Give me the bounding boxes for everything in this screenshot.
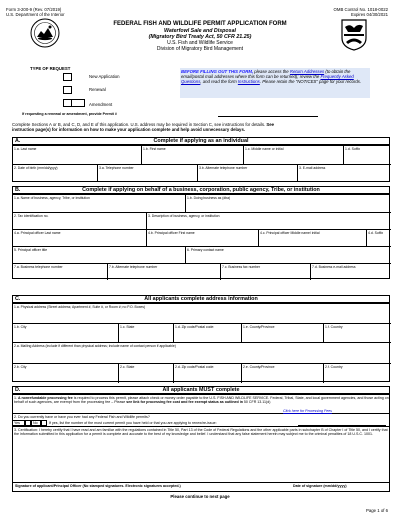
form-title: FEDERAL FISH AND WILDLIFE PERMIT APPLICATION FORM (113, 21, 287, 27)
omb-number: OMB Control No. 1018-0022 (333, 7, 388, 12)
physical-city-field[interactable]: 1.b. City (13, 323, 118, 342)
physical-state-field[interactable]: 1.c. State (118, 323, 173, 342)
mailing-zip-field[interactable]: 2.d. Zip code/Postal code: (173, 363, 241, 383)
page-number: Page 1 of 6 (366, 508, 388, 513)
notice-text-3: , and read the form (200, 79, 238, 84)
last-name-field[interactable]: 1.a. Last name (14, 146, 37, 151)
certification-text: 3. Certification: I hereby certify that I have read and am familiar with the regulations contained in Title 50, Part 13 of the Code of Federal Regulations and the other applicable parts in subchapter B of Chapter I of Title 50, and I certify that the information submitted in this application for a permit is complete and accurate to the best of my knowledge and belief. I understand that any false statement herein may subject me to the criminal penalties of 18 U.S.C. 1001. (14, 427, 388, 436)
request-heading: TYPE OF REQUEST (30, 66, 71, 71)
email-field[interactable]: 3. E-mail address (297, 164, 391, 182)
dba-field[interactable]: 1.b. Doing business as (dba) (185, 195, 391, 212)
processing-fee-text (13, 395, 390, 414)
amendment-checkbox-frame (70, 99, 85, 107)
section-c-header (12, 295, 390, 303)
intro-see: See (266, 122, 275, 127)
business-fax-field[interactable]: 7.c. Business fax number (220, 263, 310, 280)
continue-note: Please continue to next page (170, 494, 230, 499)
renewal-checkbox[interactable] (63, 86, 72, 94)
physical-zip-field[interactable]: 1.d. Zip code/Postal code: (173, 323, 241, 342)
intro-line-1: Complete Sections A or B, and C, D, and E of this application. U.S. address may be required in Section C, see instructions for details. (12, 122, 267, 127)
instructions-notice (180, 68, 370, 98)
section-d-title: All applicants MUST complete (162, 387, 240, 393)
division-name: Division of Migratory Bird Management (156, 46, 244, 52)
expiration: Expires 04/30/2021 (350, 12, 388, 17)
suffix-field[interactable]: 1.d. Suffix (343, 146, 391, 164)
fee-emphasis: A nonrefundable processing fee (18, 395, 73, 400)
date-of-birth-field[interactable]: 2. Date of birth (mm/dd/yyyy) (13, 164, 97, 182)
intro-line-2: instruction page(s) for information on how to make your application complete and help avoid unnecessary delays. (12, 127, 246, 132)
alt-telephone-field[interactable]: 3.b. Alternate telephone number (197, 164, 297, 182)
fee-see-link-text: see link for processing fee cost and fee exempt status as outlined in (126, 399, 243, 404)
section-a-title: Complete if applying as an individual (153, 138, 249, 144)
middle-name-field[interactable]: 1.c. Middle name or initial (243, 146, 343, 164)
fee-question-number: 1. (14, 395, 17, 400)
officer-title-field[interactable]: 5. Principal officer title (13, 246, 185, 263)
telephone-field[interactable]: 3.a. Telephone number (97, 164, 197, 182)
business-description-field[interactable]: 3. Description of business, agency, or institution (146, 212, 391, 229)
business-phone-field[interactable]: 7.a. Business telephone number (13, 263, 107, 280)
section-c-title: All applicants complete address information (144, 296, 258, 302)
officer-middle-name-field[interactable]: 4.c. Principal officer Middle name/ initial (258, 229, 366, 246)
section-b-title: Complete if applying on behalf of a business, corporation, public agency, Tribe, or institution (82, 187, 320, 193)
agency-name: U.S. Fish and Wildlife Service (167, 40, 233, 46)
section-a-grid (12, 145, 390, 182)
section-d-letter: D. (15, 387, 21, 393)
renewal-label: Renewal (89, 87, 106, 92)
physical-address-field[interactable]: 1.a. Physical address (Street address; Apartment #, Suite #, or Room #; no P.O. Boxes) (14, 304, 146, 309)
no-label: No (31, 420, 41, 426)
permit-history-question: 2. Do you currently have or have you ever had any Federal Fish and Wildlife permits? (14, 414, 150, 419)
permit-history-number-field[interactable] (298, 425, 386, 426)
physical-county-field[interactable]: 1.e. County/Province (241, 323, 323, 342)
physical-country-field[interactable]: 1.f. Country (323, 323, 391, 342)
tax-id-field[interactable]: 2. Tax identification no. (13, 212, 146, 229)
permit-history-followup: If yes, list the number of the most current permit you have held or that you are applying to renew/re-issue: (49, 420, 217, 425)
mailing-address-field[interactable]: 2.a. Mailing Address (include if different than physical address; include name of contact person if applicable) (13, 342, 391, 363)
section-c-letter: C. (15, 296, 21, 302)
mailing-state-field[interactable]: 2.c. State (118, 363, 173, 383)
permit-number-field[interactable] (218, 116, 318, 117)
fee-cfr-ref: 50 CFR 13.11(d) (242, 399, 271, 404)
business-name-field[interactable]: 1.a. Name of business, agency, Tribe, or institution (14, 195, 90, 200)
business-alt-phone-field[interactable]: 7.b. Alternate telephone number (107, 263, 220, 280)
amendment-label: Amendment (89, 102, 113, 107)
section-d-grid (12, 394, 390, 492)
new-application-label: New Application (89, 74, 120, 79)
signature-area[interactable] (14, 443, 389, 476)
regulation-citation: (Migratory Bird Treaty Act, 50 CFR 21.25) (148, 34, 252, 40)
department: U.S. Department of the Interior (6, 12, 65, 17)
form-id: Form 3-200-9 (Rev. 07/2019) (6, 7, 62, 12)
mailing-city-field[interactable]: 2.b. City (13, 363, 118, 383)
section-a-letter: A. (15, 138, 21, 144)
form-subtitle: Waterfowl Sale and Disposal (163, 28, 237, 34)
return-addresses-link[interactable]: Return Addresses (289, 69, 325, 74)
section-b-letter: B. (15, 187, 21, 193)
notice-lead: BEFORE FILLING OUT THIS FORM, (181, 69, 254, 74)
yes-label: Yes (13, 420, 25, 426)
officer-last-name-field[interactable]: 4.a. Principal officer Last name (13, 229, 146, 246)
officer-suffix-field[interactable]: 4.d. Suffix (366, 229, 391, 246)
section-a-header (12, 137, 390, 145)
signature-label: Signature of applicant/Principal Officer (No stamped signatures. Electronic signatures accepted.) (15, 483, 181, 488)
signature-date-label: Date of signature (mm/dd/yyyy) (293, 483, 347, 488)
section-b-header (12, 186, 390, 194)
instructions-link[interactable]: Instructions (237, 79, 260, 84)
section-b-grid (12, 194, 390, 279)
faq-link[interactable]: Frequently Asked Questions (181, 74, 354, 84)
primary-contact-field[interactable]: 6. Primary contact name (185, 246, 391, 263)
fee-body: is required to process this permit, please attach check or money order payable to the U.S. FISH AND WILDLIFE SERVICE. Federal, Tribal, State, and local government agencies, and those acting on behalf of such agencies, are exempt from the processing fee – Please (14, 395, 389, 404)
mailing-county-field[interactable]: 2.e. County/Province (241, 363, 323, 383)
permit-number-prompt: If requesting a renewal or amendment, provide Permit # (22, 112, 117, 116)
notice-text-2: (to obtain the email/postal mail addresses where this form can be returned); review the (181, 69, 351, 79)
notice-text-4: . Please retain the "NOTICES" page for your records. (259, 79, 362, 84)
notice-text-1: please access the (253, 69, 290, 74)
section-c-grid (12, 303, 390, 382)
first-name-field[interactable]: 1.b. First name (141, 146, 243, 164)
officer-first-name-field[interactable]: 4.b. Principal officer First name (146, 229, 258, 246)
intro-text (12, 122, 392, 132)
processing-fees-link[interactable]: Click here for Processing Fees (283, 409, 332, 413)
business-email-field[interactable]: 7.d. Business e-mail address (310, 263, 391, 280)
new-application-checkbox[interactable] (63, 73, 72, 81)
mailing-country-field[interactable]: 2.f. Country (323, 363, 391, 383)
section-d-header (12, 386, 390, 394)
